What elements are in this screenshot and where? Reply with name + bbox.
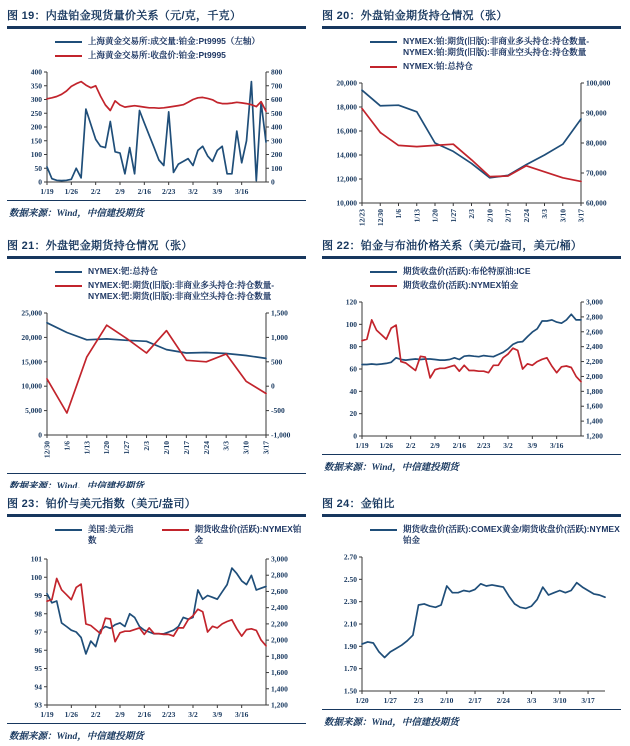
left-axis-tick-label: 100 [30, 572, 42, 582]
x-axis-tick-label: 1/19 [40, 709, 54, 719]
right-axis-tick-label: 700 [271, 80, 283, 90]
legend-label: 期货收盘价(活跃):NYMEX铂金 [194, 523, 302, 545]
chart-legend [370, 36, 621, 72]
chart-legend [55, 266, 306, 302]
left-axis-tick-label: 80 [349, 341, 357, 351]
legend-label: 期货收盘价(活跃):布伦特原油:ICE [403, 265, 531, 276]
right-axis-tick-label: 100 [271, 163, 283, 173]
right-axis-tick-label: 2,400 [271, 602, 288, 612]
title-underline-rule [7, 26, 306, 29]
left-axis-tick-label: 5,000 [25, 405, 42, 415]
axes [336, 78, 610, 226]
data-source: 数据来源：Wind，中信建投期货 [324, 718, 459, 729]
series-line-red [47, 325, 266, 413]
x-axis-tick-label: 2/16 [137, 186, 152, 196]
legend-label: NYMEX:钯:期货(旧版):非商业多头持仓:持仓数量-NYMEX:钯:期货(旧版):非商业空头持仓:持仓数量 [88, 279, 275, 301]
right-axis-tick-label: 60,000 [586, 198, 607, 208]
left-axis-tick-label: 0 [38, 430, 42, 440]
x-axis-tick-label: 3/9 [527, 440, 538, 450]
chart-legend [370, 266, 621, 291]
legend-label: 期货收盘价(活跃):COMEX黄金/期货收盘价(活跃):NYMEX铂金 [403, 523, 620, 545]
x-axis-tick-label: 1/6 [394, 208, 403, 219]
left-axis-tick-label: 2.30 [343, 596, 357, 606]
right-axis-tick-label: 1,600 [271, 667, 288, 677]
left-axis-tick-label: 15,000 [21, 356, 42, 366]
left-axis-tick-label: 300 [30, 94, 42, 104]
data-source: 数据来源：Wind，中信建投期货 [9, 732, 144, 743]
legend-item [55, 266, 306, 277]
left-axis-tick-label: 2.50 [343, 574, 357, 584]
right-axis-tick-label: 2,400 [586, 341, 603, 351]
legend-item [55, 524, 140, 546]
right-axis-tick-label: 3,000 [271, 554, 288, 564]
x-axis-tick-label: 1/13 [82, 440, 92, 454]
x-axis-tick-label: 2/17 [468, 695, 482, 705]
right-axis-tick-label: 1,400 [271, 683, 288, 693]
x-axis-tick-label: 2/10 [485, 208, 495, 222]
left-axis-tick-label: 60 [349, 364, 357, 374]
left-axis-tick-label: 20 [349, 408, 357, 418]
title-underline-rule [322, 26, 621, 29]
x-axis-tick-label: 2/3 [142, 440, 152, 451]
x-axis-tick-label: 1/27 [122, 440, 132, 454]
left-axis-tick-label: 2.10 [343, 619, 357, 629]
x-axis-tick-label: 3/9 [212, 709, 223, 719]
left-axis-tick-label: 16,000 [336, 126, 357, 136]
x-axis-tick-label: 12/30 [375, 208, 385, 226]
legend-label: NYMEX:钯:总持仓 [88, 265, 158, 276]
right-axis-tick-label: 1,800 [586, 386, 603, 396]
x-axis-tick-label: 3/16 [549, 440, 564, 450]
x-axis-tick-label: 2/16 [452, 440, 467, 450]
left-axis-tick-label: 18,000 [336, 102, 357, 112]
x-axis-tick-label: 3/17 [261, 440, 271, 454]
x-axis-tick-label: 3/2 [188, 186, 198, 196]
x-axis-tick-label: 2/10 [161, 440, 171, 454]
figure-title: 图 19：内盘铂金现货量价关系（元/克，千克） [7, 10, 242, 22]
data-source: 数据来源：Wind，中信建投期货 [9, 209, 144, 220]
series-line-blue [362, 90, 581, 178]
right-axis-tick-label: 1,500 [271, 308, 288, 318]
legend-item [370, 280, 621, 291]
figure-title: 图 22：铂金与布油价格关系（美元/盎司，美元/桶） [322, 240, 583, 252]
right-axis-tick-label: 1,000 [271, 332, 288, 342]
left-axis-tick-label: 20,000 [21, 332, 42, 342]
left-axis-tick-label: 96 [34, 645, 42, 655]
left-axis-tick-label: 120 [345, 297, 357, 307]
legend-line-swatch [370, 285, 397, 287]
right-axis-tick-label: 0 [271, 381, 275, 391]
x-axis-tick-label: 2/10 [440, 695, 454, 705]
left-axis-tick-label: 1.90 [343, 641, 357, 651]
legend-item [55, 280, 306, 302]
left-axis-tick-label: 10,000 [21, 381, 42, 391]
title-underline-rule [322, 256, 621, 259]
x-axis-tick-label: 2/9 [430, 440, 440, 450]
right-axis-tick-label: 200 [271, 149, 283, 159]
legend-label: 上海黄金交易所:成交量:铂金:Pt9995（左轴） [88, 35, 260, 46]
x-axis-tick-label: 2/17 [181, 440, 191, 454]
legend-item [55, 36, 306, 47]
legend-label: 上海黄金交易所:收盘价:铂金:Pt9995 [88, 49, 226, 60]
left-axis-tick-label: 40 [349, 386, 357, 396]
x-axis-tick-label: 1/26 [379, 440, 394, 450]
legend-line-swatch [55, 529, 82, 531]
left-axis-tick-label: 50 [34, 163, 42, 173]
left-axis-tick-label: 2.70 [343, 552, 357, 562]
chart-legend [55, 524, 306, 549]
left-axis-tick-label: 1.70 [343, 663, 357, 673]
right-axis-tick-label: 80,000 [586, 138, 607, 148]
right-axis-tick-label: 2,800 [271, 570, 288, 580]
left-axis-tick-label: 25,000 [21, 308, 42, 318]
left-axis-tick-label: 100 [30, 149, 42, 159]
x-axis-tick-label: 1/27 [383, 695, 397, 705]
x-axis-tick-label: 1/26 [64, 186, 79, 196]
x-axis-tick-label: 2/23 [161, 186, 176, 196]
right-axis-tick-label: 2,200 [586, 356, 603, 366]
left-axis-tick-label: 150 [30, 135, 42, 145]
legend-line-swatch [370, 41, 397, 43]
x-axis-tick-label: 3/17 [576, 208, 586, 222]
line-chart [7, 64, 306, 198]
x-axis-tick-label: 2/17 [503, 208, 513, 222]
left-axis-tick-label: 350 [30, 80, 42, 90]
x-axis-tick-label: 2/2 [90, 186, 101, 196]
figure-panel [315, 0, 630, 230]
left-axis-tick-label: 94 [34, 681, 42, 691]
x-axis-tick-label: 1/13 [412, 208, 422, 222]
x-axis-tick-label: 3/16 [234, 709, 249, 719]
x-axis-tick-label: 2/2 [405, 440, 416, 450]
x-axis-tick-label: 3/10 [553, 695, 567, 705]
series-line-blue [362, 314, 581, 364]
chart-legend [370, 524, 621, 546]
right-axis-tick-label: 500 [271, 108, 283, 118]
x-axis-tick-label: 2/16 [137, 709, 152, 719]
left-axis-tick-label: 0 [38, 177, 42, 187]
legend-item [162, 524, 306, 546]
figure-panel [0, 230, 315, 488]
right-axis-tick-label: 800 [271, 67, 283, 77]
figure-panel [0, 0, 315, 230]
right-axis-tick-label: 600 [271, 94, 283, 104]
legend-label: 美国:美元指数 [88, 523, 134, 545]
figure-panel [0, 488, 315, 746]
left-axis-tick-label: 400 [30, 67, 42, 77]
right-axis-tick-label: 3,000 [586, 297, 603, 307]
x-axis-tick-label: 1/20 [102, 440, 112, 454]
legend-item [55, 50, 306, 61]
series-line-red [47, 81, 266, 111]
figure-title: 图 24：金铂比 [322, 498, 395, 510]
title-underline-rule [7, 256, 306, 259]
legend-line-swatch [162, 529, 189, 531]
right-axis-tick-label: -500 [271, 405, 285, 415]
legend-item [370, 266, 621, 277]
x-axis-tick-label: 3/2 [503, 440, 513, 450]
x-axis-tick-label: 2/24 [521, 208, 531, 222]
x-axis-tick-label: 3/9 [212, 186, 223, 196]
figure-panel [315, 230, 630, 488]
x-axis-tick-label: 2/24 [201, 440, 211, 454]
line-chart [322, 75, 621, 239]
right-axis-tick-label: 2,000 [271, 635, 288, 645]
x-axis-tick-label: 1/20 [430, 208, 440, 222]
x-axis-tick-label: 2/9 [115, 186, 125, 196]
legend-line-swatch [370, 529, 397, 531]
right-axis-tick-label: 70,000 [586, 168, 607, 178]
left-axis-tick-label: 99 [34, 590, 42, 600]
left-axis-tick-label: 20,000 [336, 78, 357, 88]
right-axis-tick-label: 1,800 [271, 651, 288, 661]
x-axis-tick-label: 2/3 [467, 208, 476, 219]
data-source: 数据来源：Wind，中信建投期货 [324, 463, 459, 474]
legend-item [370, 36, 621, 58]
x-axis-tick-label: 3/17 [581, 695, 595, 705]
x-axis-tick-label: 3/3 [540, 208, 549, 219]
x-axis-tick-label: 2/23 [161, 709, 176, 719]
left-axis-tick-label: 10,000 [336, 198, 357, 208]
figure-title: 图 21：外盘钯金期货持仓情况（张） [7, 240, 193, 252]
x-axis-tick-label: 2/9 [115, 709, 125, 719]
x-axis-tick-label: 3/2 [188, 709, 198, 719]
chart-legend [55, 36, 306, 61]
x-axis-tick-label: 2/3 [413, 695, 424, 705]
x-axis-tick-label: 3/10 [558, 208, 568, 222]
left-axis-tick-label: 200 [30, 122, 42, 132]
title-underline-rule [322, 514, 621, 517]
left-axis-tick-label: 93 [34, 700, 42, 710]
line-chart [7, 551, 306, 721]
left-axis-tick-label: 14,000 [336, 150, 357, 160]
legend-item [370, 61, 621, 72]
x-axis-tick-label: 1/19 [40, 186, 54, 196]
right-axis-tick-label: 2,000 [586, 371, 603, 381]
line-chart [322, 294, 621, 452]
right-axis-tick-label: 500 [271, 356, 283, 366]
x-axis-tick-label: 1/20 [355, 695, 369, 705]
axes [344, 552, 605, 705]
right-axis-tick-label: 1,600 [586, 401, 603, 411]
figure-panel [315, 488, 630, 746]
x-axis-tick-label: 1/27 [448, 208, 458, 222]
legend-line-swatch [55, 285, 82, 287]
right-axis-tick-label: 1,200 [271, 700, 288, 710]
right-axis-tick-label: 0 [271, 177, 275, 187]
x-axis-tick-label: 12/23 [357, 208, 367, 226]
right-axis-tick-label: 2,600 [271, 586, 288, 596]
figure-title: 图 23：铂价与美元指数（美元/盎司） [7, 498, 197, 510]
x-axis-tick-label: 3/3 [221, 440, 231, 451]
legend-line-swatch [55, 271, 82, 273]
axes [31, 67, 283, 196]
right-axis-tick-label: 100,000 [586, 78, 611, 88]
legend-item [370, 524, 621, 546]
legend-label: NYMEX:铂:总持仓 [403, 60, 473, 71]
line-chart [7, 305, 306, 471]
x-axis-tick-label: 2/23 [476, 440, 491, 450]
x-axis-tick-label: 2/2 [90, 709, 101, 719]
left-axis-tick-label: 12,000 [336, 174, 357, 184]
x-axis-tick-label: 2/24 [496, 695, 510, 705]
left-axis-tick-label: 98 [34, 608, 42, 618]
legend-line-swatch [55, 41, 82, 43]
x-axis-tick-label: 1/26 [64, 709, 79, 719]
x-axis-tick-label: 12/30 [42, 440, 52, 458]
x-axis-tick-label: 3/10 [241, 440, 251, 454]
left-axis-tick-label: 0 [353, 431, 357, 441]
left-axis-tick-label: 250 [30, 108, 42, 118]
x-axis-tick-label: 3/3 [526, 695, 537, 705]
series-line-blue [47, 81, 266, 180]
x-axis-tick-label: 1/6 [62, 440, 72, 451]
legend-line-swatch [370, 66, 397, 68]
right-axis-tick-label: 2,200 [271, 618, 288, 628]
right-axis-tick-label: 400 [271, 122, 283, 132]
title-underline-rule [7, 514, 306, 517]
legend-label: NYMEX:铂:期货(旧版):非商业多头持仓:持仓数量-NYMEX:铂:期货(旧版):非商业空头持仓:持仓数量 [403, 35, 590, 57]
right-axis-tick-label: 1,200 [586, 431, 603, 441]
right-axis-tick-label: 2,800 [586, 311, 603, 321]
right-axis-tick-label: 300 [271, 135, 283, 145]
series-line-blue [362, 582, 605, 657]
left-axis-tick-label: 101 [30, 554, 42, 564]
series-line-blue [47, 568, 266, 654]
right-axis-tick-label: -1,000 [271, 430, 291, 440]
series-line-red [362, 108, 581, 181]
right-axis-tick-label: 90,000 [586, 108, 607, 118]
legend-label: 期货收盘价(活跃):NYMEX铂金 [403, 279, 519, 290]
right-axis-tick-label: 2,600 [586, 326, 603, 336]
right-axis-tick-label: 1,400 [586, 416, 603, 426]
left-axis-tick-label: 1.50 [343, 686, 357, 696]
figure-title: 图 20：外盘铂金期货持仓情况（张） [322, 10, 508, 22]
line-chart [322, 549, 621, 707]
series-line-red [362, 319, 581, 381]
x-axis-tick-label: 1/19 [355, 440, 369, 450]
legend-line-swatch [55, 55, 82, 57]
left-axis-tick-label: 97 [34, 627, 42, 637]
left-axis-tick-label: 95 [34, 663, 42, 673]
legend-line-swatch [370, 271, 397, 273]
left-axis-tick-label: 100 [345, 319, 357, 329]
x-axis-tick-label: 3/16 [234, 186, 249, 196]
